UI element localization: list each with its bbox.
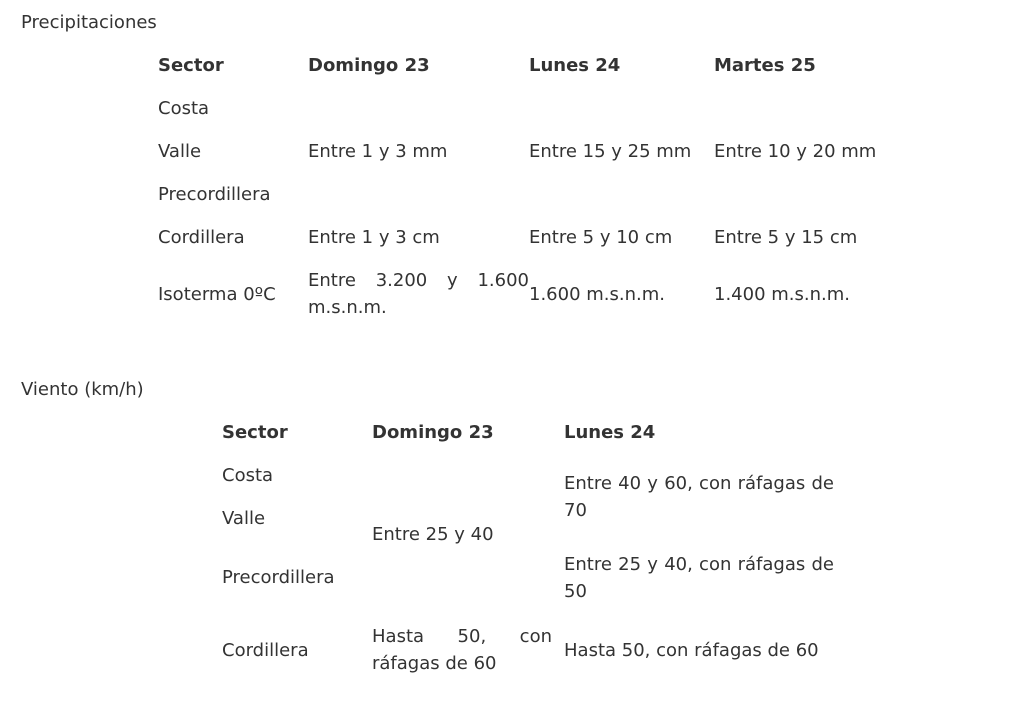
value-cell: [564, 615, 834, 685]
header-lunes: Lunes 24: [564, 422, 656, 443]
table-row: [222, 615, 834, 685]
wind-lunes-precordillera: Entre 25 y 40, con ráfagas de 50: [564, 553, 834, 602]
table-header-row: [158, 44, 904, 87]
header-domingo: Domingo 23: [308, 55, 430, 76]
value-cell: Entre 15 y 25 mm: [529, 141, 692, 162]
value-cell: Entre 1 y 3 mm: [308, 141, 448, 162]
value-cell: Entre 10 y 20 mm: [714, 141, 877, 162]
sector-cell: Valle: [158, 141, 202, 162]
table-header-row: [222, 411, 834, 454]
sector-cell: Precordillera: [222, 567, 335, 588]
table-row: [158, 87, 904, 130]
isoterma-domingo-text: Entre 3.200 y 1.600 m.s.n.m.: [308, 270, 529, 318]
header-sector: Sector: [222, 422, 288, 443]
value-cell: [308, 259, 529, 329]
sector-cell: Costa: [158, 98, 210, 119]
precipitation-section-title: Precipitaciones: [21, 12, 157, 33]
wind-domingo-cordillera: Hasta 50, con ráfagas de 60: [372, 626, 552, 674]
wind-lunes-costa-valle: Entre 40 y 60, con ráfagas de 70: [564, 473, 834, 521]
wind-section-title: Viento (km/h): [21, 379, 144, 400]
wind-table: [222, 411, 834, 685]
sector-cell: Valle: [222, 508, 266, 529]
header-domingo: Domingo 23: [372, 422, 494, 443]
value-cell: 1.400 m.s.n.m.: [714, 283, 850, 305]
table-row: [158, 130, 904, 173]
value-cell: [564, 454, 834, 540]
table-row: [222, 454, 834, 497]
value-cell: [714, 87, 904, 130]
header-martes: Martes 25: [714, 55, 816, 76]
precipitation-table: [158, 44, 904, 329]
value-cell: 1.600 m.s.n.m.: [529, 283, 665, 305]
sector-cell: Costa: [222, 465, 274, 486]
value-cell: [529, 173, 714, 216]
value-cell: [372, 615, 564, 685]
value-cell: [308, 173, 529, 216]
value-cell: [714, 173, 904, 216]
value-cell: Entre 5 y 10 cm: [529, 227, 673, 248]
value-cell: [308, 87, 529, 130]
header-sector: Sector: [158, 55, 224, 76]
value-cell: [529, 87, 714, 130]
value-cell: Entre 5 y 15 cm: [714, 227, 858, 248]
table-row: [158, 173, 904, 216]
value-cell: [564, 540, 834, 615]
wind-lunes-cordillera: Hasta 50, con ráfagas de 60: [564, 639, 819, 661]
header-lunes: Lunes 24: [529, 55, 621, 76]
table-row: [158, 216, 904, 259]
sector-cell: Isoterma 0ºC: [158, 283, 276, 305]
sector-cell: Cordillera: [222, 639, 309, 661]
value-cell: Entre 1 y 3 cm: [308, 227, 440, 248]
sector-cell: Precordillera: [158, 184, 271, 205]
table-row: [158, 259, 904, 329]
value-cell: Entre 25 y 40: [372, 524, 494, 545]
sector-cell: Cordillera: [158, 227, 245, 248]
